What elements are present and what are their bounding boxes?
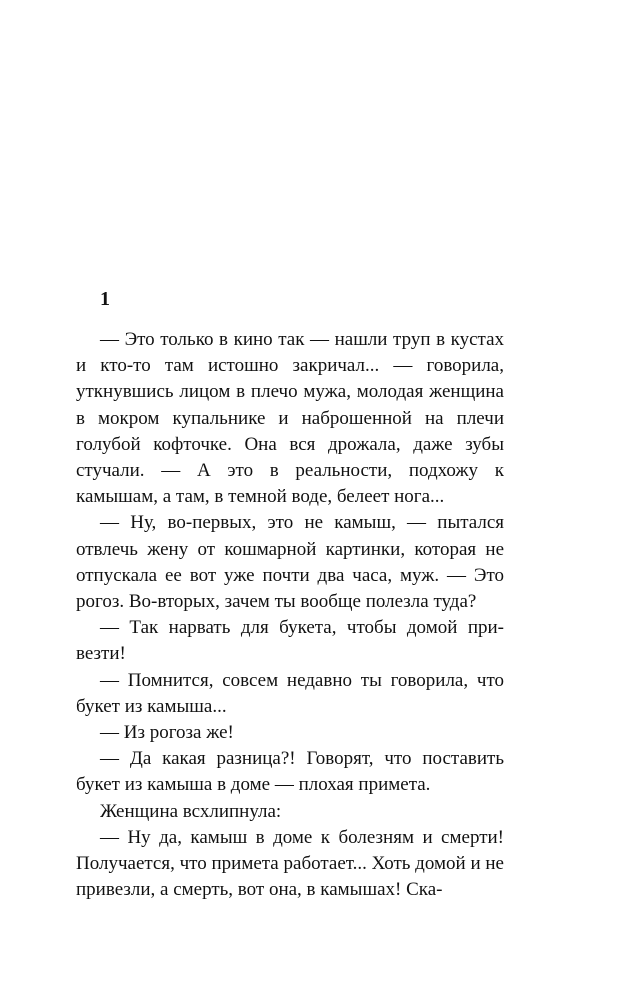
paragraph: — Помнится, совсем недавно ты говорила, что букет из камыша... <box>76 669 504 717</box>
chapter-text <box>76 327 504 903</box>
paragraph: — Так нарвать для букета, чтобы домой привезти! <box>76 617 504 665</box>
paragraph: Женщина всхлипнула: <box>100 800 282 822</box>
paragraph: — Да какая разница?! Говорят, что поставить букет из камыша в доме — плохая примета. <box>76 748 504 796</box>
paragraph: — Ну, во-первых, это не камыш, — пытался отвлечь жену от кошмарной картинки, которая не отпускала ее вот уже почти два часа, муж. — Это рогоз. Во-вторых, зачем ты вообще полезла туда? <box>76 512 504 613</box>
chapter-number: 1 <box>100 288 110 310</box>
paragraph: — Это только в кино так — нашли труп в кустах и кто-то там истошно закричал... — говорила, уткнувшись лицом в плечо мужа, молодая женщина в мокром купальнике и наброшенной на плечи голубой кофточке. Она вся дрожала, даже зубы стучали. — А это в реальности, подхожу к камышам, а там, в темной воде, белеет нога... <box>76 329 504 508</box>
paragraph: — Ну да, камыш в доме к болезням и смерти! Получается, что примета работает... Хоть домой и не привезли, а смерть, вот она, в камышах! Ска- <box>76 826 504 901</box>
paragraph: — Из рогоза же! <box>100 722 234 744</box>
